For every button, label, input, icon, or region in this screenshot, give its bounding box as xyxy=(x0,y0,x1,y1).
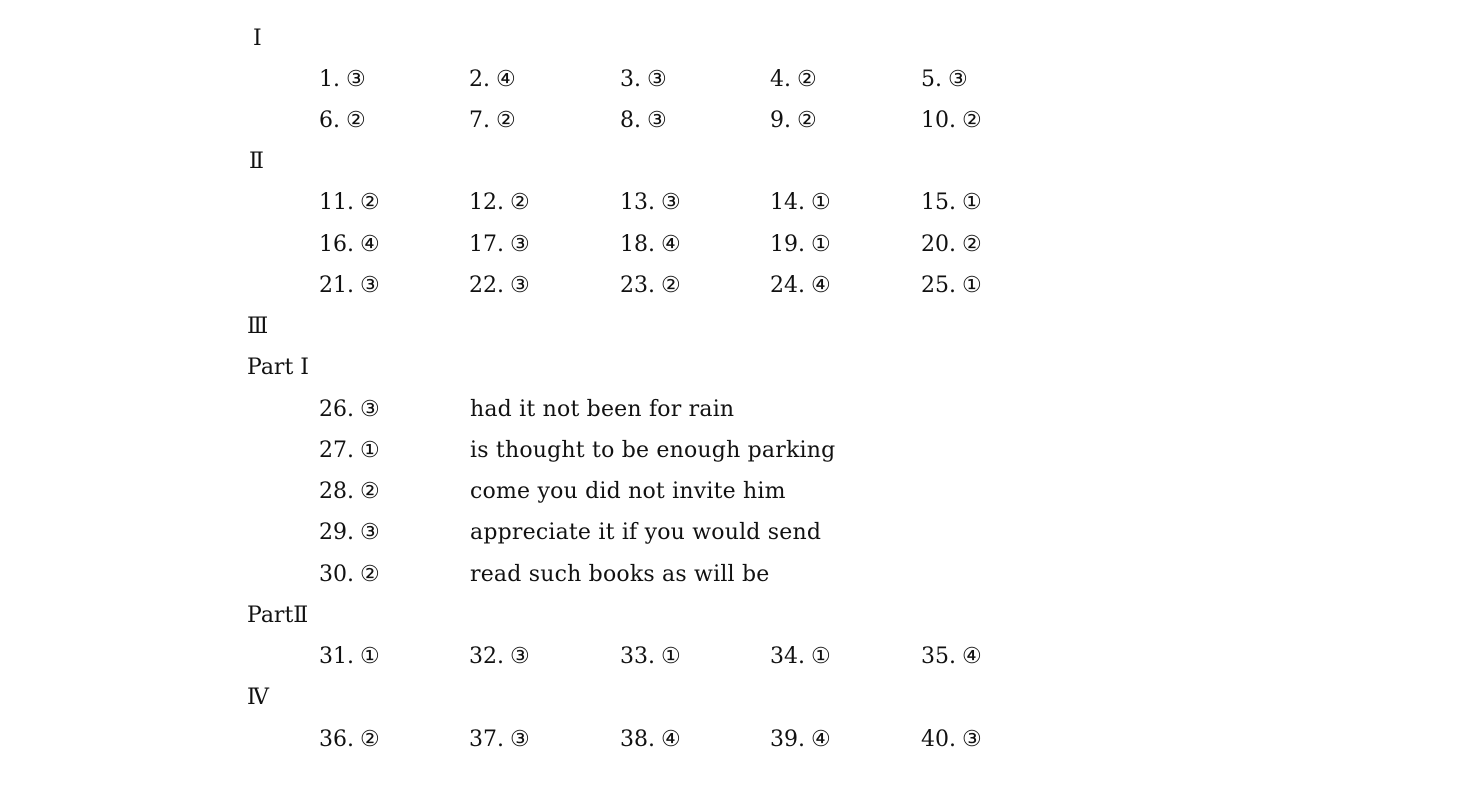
answer-row xyxy=(0,106,1473,136)
section-heading-2: Ⅱ xyxy=(249,149,264,174)
question-number: 31. xyxy=(319,644,354,669)
answer-choice: ③ xyxy=(647,108,667,133)
question-number: 40. xyxy=(921,727,956,752)
question-number: 13. xyxy=(620,190,655,215)
section-heading-3: Ⅲ xyxy=(247,314,269,339)
question-number: 8. xyxy=(620,108,641,133)
phrase-answer-row xyxy=(0,395,1473,425)
answer-item xyxy=(770,65,817,95)
answer-choice: ④ xyxy=(661,727,681,752)
answer-choice: ① xyxy=(661,644,681,669)
question-number: 5. xyxy=(921,67,942,92)
answer-choice: ② xyxy=(360,727,380,752)
answer-choice: ① xyxy=(962,273,982,298)
answer-choice: ④ xyxy=(962,644,982,669)
answer-item xyxy=(921,230,982,260)
answer-item xyxy=(921,725,982,755)
answer-row xyxy=(0,642,1473,672)
question-number: 18. xyxy=(620,232,655,257)
answer-item xyxy=(921,188,982,218)
answer-item xyxy=(620,230,681,260)
question-number: 28. xyxy=(319,479,354,504)
answer-choice: ② xyxy=(797,67,817,92)
answer-choice: ② xyxy=(496,108,516,133)
answer-item xyxy=(770,271,831,301)
answer-item xyxy=(770,106,817,136)
question-number: 26. xyxy=(319,397,354,422)
answer-choice: ② xyxy=(510,190,530,215)
answer-choice: ③ xyxy=(962,727,982,752)
answer-choice: ③ xyxy=(510,644,530,669)
answer-phrase: appreciate it if you would send xyxy=(470,520,822,545)
answer-choice: ② xyxy=(360,562,380,587)
answer-item xyxy=(469,642,530,672)
answer-item xyxy=(921,642,982,672)
answer-phrase: read such books as will be xyxy=(470,562,770,587)
answer-item xyxy=(469,725,530,755)
answer-item xyxy=(319,725,380,755)
answer-choice: ④ xyxy=(496,67,516,92)
question-number: 6. xyxy=(319,108,340,133)
answer-item xyxy=(620,106,667,136)
answer-choice: ③ xyxy=(510,273,530,298)
question-number: 34. xyxy=(770,644,805,669)
answer-item xyxy=(319,477,380,507)
answer-item xyxy=(770,188,831,218)
part-heading-2: PartⅡ xyxy=(247,603,309,628)
answer-item xyxy=(770,642,831,672)
answer-phrase: is thought to be enough parking xyxy=(470,438,836,463)
answer-choice: ① xyxy=(360,438,380,463)
answer-item xyxy=(319,230,380,260)
section-heading-1: Ⅰ xyxy=(253,26,262,51)
question-number: 27. xyxy=(319,438,354,463)
answer-item xyxy=(770,725,831,755)
question-number: 38. xyxy=(620,727,655,752)
answer-item xyxy=(921,65,968,95)
answer-item xyxy=(469,65,516,95)
answer-phrase: come you did not invite him xyxy=(470,479,786,504)
phrase-answer-row xyxy=(0,560,1473,590)
question-number: 14. xyxy=(770,190,805,215)
section-heading-4: Ⅳ xyxy=(247,685,269,710)
answer-item xyxy=(319,518,380,548)
answer-phrase: had it not been for rain xyxy=(470,397,735,422)
answer-choice: ② xyxy=(360,479,380,504)
question-number: 37. xyxy=(469,727,504,752)
answer-choice: ④ xyxy=(661,232,681,257)
answer-item xyxy=(469,230,530,260)
question-number: 22. xyxy=(469,273,504,298)
answer-choice: ③ xyxy=(647,67,667,92)
question-number: 30. xyxy=(319,562,354,587)
question-number: 29. xyxy=(319,520,354,545)
answer-item xyxy=(319,188,380,218)
answer-item xyxy=(319,271,380,301)
answer-choice: ① xyxy=(811,232,831,257)
answer-item xyxy=(770,230,831,260)
phrase-answer-row xyxy=(0,436,1473,466)
answer-item xyxy=(620,725,681,755)
answer-row xyxy=(0,725,1473,755)
question-number: 2. xyxy=(469,67,490,92)
question-number: 11. xyxy=(319,190,354,215)
answer-item xyxy=(319,395,380,425)
answer-item xyxy=(921,106,982,136)
answer-choice: ③ xyxy=(360,520,380,545)
answer-choice: ① xyxy=(360,644,380,669)
answer-item xyxy=(620,271,681,301)
question-number: 4. xyxy=(770,67,791,92)
question-number: 9. xyxy=(770,108,791,133)
answer-choice: ② xyxy=(797,108,817,133)
answer-choice: ③ xyxy=(510,727,530,752)
question-number: 3. xyxy=(620,67,641,92)
question-number: 17. xyxy=(469,232,504,257)
answer-choice: ④ xyxy=(811,273,831,298)
answer-choice: ③ xyxy=(346,67,366,92)
answer-choice: ③ xyxy=(360,397,380,422)
answer-row xyxy=(0,65,1473,95)
answer-item xyxy=(319,560,380,590)
question-number: 32. xyxy=(469,644,504,669)
answer-row xyxy=(0,271,1473,301)
answer-item xyxy=(469,188,530,218)
question-number: 21. xyxy=(319,273,354,298)
answer-row xyxy=(0,230,1473,260)
question-number: 7. xyxy=(469,108,490,133)
answer-choice: ① xyxy=(962,190,982,215)
question-number: 15. xyxy=(921,190,956,215)
question-number: 23. xyxy=(620,273,655,298)
question-number: 19. xyxy=(770,232,805,257)
question-number: 35. xyxy=(921,644,956,669)
answer-item xyxy=(319,436,380,466)
answer-choice: ② xyxy=(661,273,681,298)
answer-item xyxy=(319,642,380,672)
answer-item xyxy=(620,188,681,218)
answer-item xyxy=(319,106,366,136)
answer-choice: ③ xyxy=(360,273,380,298)
answer-item xyxy=(620,65,667,95)
answer-choice: ② xyxy=(962,232,982,257)
question-number: 10. xyxy=(921,108,956,133)
answer-item xyxy=(620,642,681,672)
answer-choice: ② xyxy=(346,108,366,133)
answer-item xyxy=(319,65,366,95)
answer-choice: ② xyxy=(962,108,982,133)
phrase-answer-row xyxy=(0,518,1473,548)
question-number: 33. xyxy=(620,644,655,669)
question-number: 36. xyxy=(319,727,354,752)
answer-item xyxy=(469,106,516,136)
answer-choice: ③ xyxy=(948,67,968,92)
question-number: 16. xyxy=(319,232,354,257)
phrase-answer-row xyxy=(0,477,1473,507)
question-number: 20. xyxy=(921,232,956,257)
question-number: 25. xyxy=(921,273,956,298)
answer-item xyxy=(469,271,530,301)
answer-row xyxy=(0,188,1473,218)
answer-choice: ② xyxy=(360,190,380,215)
part-heading-1: Part Ⅰ xyxy=(247,355,309,380)
answer-choice: ④ xyxy=(360,232,380,257)
question-number: 39. xyxy=(770,727,805,752)
question-number: 24. xyxy=(770,273,805,298)
answer-choice: ③ xyxy=(510,232,530,257)
answer-choice: ① xyxy=(811,644,831,669)
answer-choice: ① xyxy=(811,190,831,215)
answer-choice: ④ xyxy=(811,727,831,752)
answer-item xyxy=(921,271,982,301)
question-number: 1. xyxy=(319,67,340,92)
answer-choice: ③ xyxy=(661,190,681,215)
question-number: 12. xyxy=(469,190,504,215)
